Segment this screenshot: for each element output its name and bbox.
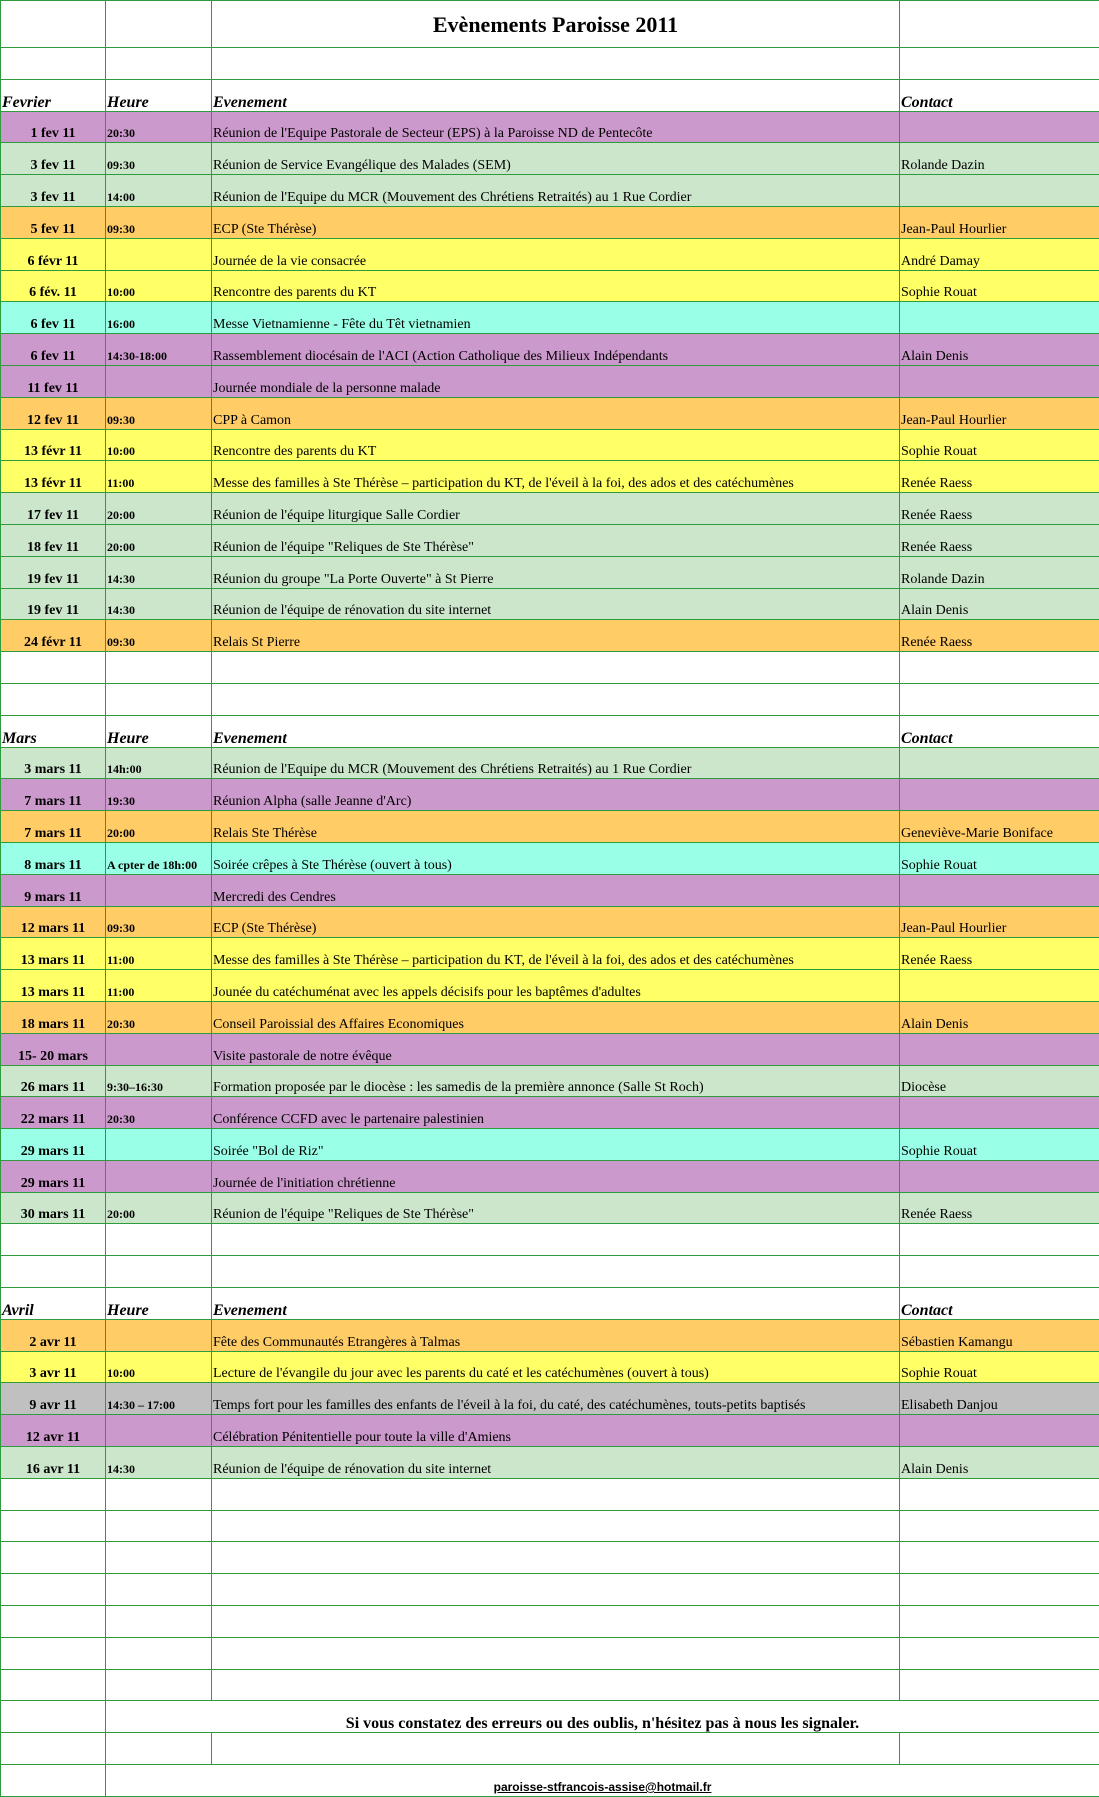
event-date: 22 mars 11 — [1, 1097, 106, 1129]
time-header: Heure — [106, 715, 212, 747]
event-date: 13 mars 11 — [1, 970, 106, 1002]
event-time: 20:30 — [106, 1001, 212, 1033]
empty-cell — [212, 1637, 900, 1669]
event-contact: André Damay — [900, 238, 1099, 270]
empty-row — [1, 1606, 1099, 1638]
event-date: 3 fev 11 — [1, 143, 106, 175]
event-row — [1, 970, 1099, 1002]
event-description: Soirée "Bol de Riz" — [212, 1129, 900, 1161]
event-contact: Sophie Rouat — [900, 1351, 1099, 1383]
event-date: 6 févr 11 — [1, 238, 106, 270]
event-description: Jounée du catéchuménat avec les appels décisifs pour les baptêmes d'adultes — [212, 970, 900, 1002]
event-row — [1, 1129, 1099, 1161]
contact-header: Contact — [900, 79, 1099, 111]
month-header: Fevrier — [1, 79, 106, 111]
event-contact — [900, 1033, 1099, 1065]
event-description: Rencontre des parents du KT — [212, 429, 900, 461]
event-time — [106, 874, 212, 906]
empty-cell — [1, 1224, 106, 1256]
event-header: Evenement — [212, 1288, 900, 1320]
event-time: 20:30 — [106, 111, 212, 143]
event-date: 19 fev 11 — [1, 556, 106, 588]
event-contact: Jean-Paul Hourlier — [900, 397, 1099, 429]
event-description: Journée de l'initiation chrétienne — [212, 1160, 900, 1192]
empty-cell — [106, 1733, 212, 1765]
time-header: Heure — [106, 79, 212, 111]
event-contact: Rolande Dazin — [900, 143, 1099, 175]
event-description: Soirée crêpes à Ste Thérèse (ouvert à tous) — [212, 842, 900, 874]
event-contact — [900, 970, 1099, 1002]
event-row — [1, 143, 1099, 175]
event-description: Relais Ste Thérèse — [212, 811, 900, 843]
event-contact: Alain Denis — [900, 588, 1099, 620]
empty-cell — [1, 1637, 106, 1669]
event-date: 9 avr 11 — [1, 1383, 106, 1415]
empty-cell — [212, 1224, 900, 1256]
empty-cell — [900, 1224, 1099, 1256]
event-description: Messe des familles à Ste Thérèse – participation du KT, de l'éveil à la foi, des ados et des catéchumènes — [212, 461, 900, 493]
event-row — [1, 1415, 1099, 1447]
event-contact: Elisabeth Danjou — [900, 1383, 1099, 1415]
event-contact: Renée Raess — [900, 1192, 1099, 1224]
empty-row — [1, 1574, 1099, 1606]
empty-cell — [106, 652, 212, 684]
event-row — [1, 747, 1099, 779]
page-title: Evènements Paroisse 2011 — [212, 1, 900, 48]
contact-header: Contact — [900, 1288, 1099, 1320]
empty-cell — [212, 1510, 900, 1542]
empty-cell — [900, 1510, 1099, 1542]
event-time: 20:00 — [106, 493, 212, 525]
event-contact: Geneviève-Marie Boniface — [900, 811, 1099, 843]
empty-cell — [106, 1256, 212, 1288]
event-date: 7 mars 11 — [1, 811, 106, 843]
event-time: 14:00 — [106, 175, 212, 207]
event-description: Journée de la vie consacrée — [212, 238, 900, 270]
event-date: 3 avr 11 — [1, 1351, 106, 1383]
empty-cell — [106, 1542, 212, 1574]
event-time: 14:30 — [106, 1447, 212, 1479]
event-date: 6 fev 11 — [1, 334, 106, 366]
event-time: 14:30 — [106, 556, 212, 588]
empty-cell — [900, 1256, 1099, 1288]
event-time: 09:30 — [106, 620, 212, 652]
empty-cell — [106, 1669, 212, 1701]
event-description: Fête des Communautés Etrangères à Talmas — [212, 1319, 900, 1351]
event-date: 5 fev 11 — [1, 206, 106, 238]
event-date: 24 févr 11 — [1, 620, 106, 652]
empty-row — [1, 1542, 1099, 1574]
event-row — [1, 1065, 1099, 1097]
event-date: 29 mars 11 — [1, 1129, 106, 1161]
event-time: 09:30 — [106, 206, 212, 238]
event-description: CPP à Camon — [212, 397, 900, 429]
empty-row — [1, 1733, 1099, 1765]
event-contact: Sophie Rouat — [900, 842, 1099, 874]
empty-cell — [900, 1669, 1099, 1701]
event-contact — [900, 365, 1099, 397]
section-header-row — [1, 1288, 1099, 1320]
event-row — [1, 461, 1099, 493]
event-contact: Renée Raess — [900, 524, 1099, 556]
empty-cell — [1, 1574, 106, 1606]
event-row — [1, 620, 1099, 652]
empty-row — [1, 1510, 1099, 1542]
event-date: 26 mars 11 — [1, 1065, 106, 1097]
event-description: Rassemblement diocésain de l'ACI (Action Catholique des Milieux Indépendants — [212, 334, 900, 366]
event-description: Réunion du groupe "La Porte Ouverte" à St Pierre — [212, 556, 900, 588]
event-contact: Renée Raess — [900, 493, 1099, 525]
empty-cell — [212, 683, 900, 715]
event-date: 11 fev 11 — [1, 365, 106, 397]
event-time: 19:30 — [106, 779, 212, 811]
time-header: Heure — [106, 1288, 212, 1320]
event-date: 6 fév. 11 — [1, 270, 106, 302]
event-row — [1, 270, 1099, 302]
event-time: 20:30 — [106, 1097, 212, 1129]
event-contact: Alain Denis — [900, 1447, 1099, 1479]
empty-cell — [1, 1478, 106, 1510]
event-date: 9 mars 11 — [1, 874, 106, 906]
event-row — [1, 365, 1099, 397]
empty-cell — [900, 1606, 1099, 1638]
empty-cell — [1, 48, 106, 80]
event-date: 17 fev 11 — [1, 493, 106, 525]
event-row — [1, 1033, 1099, 1065]
event-contact: Sébastien Kamangu — [900, 1319, 1099, 1351]
empty-cell — [900, 48, 1099, 80]
event-row — [1, 175, 1099, 207]
event-row — [1, 906, 1099, 938]
empty-cell — [900, 652, 1099, 684]
empty-cell — [212, 1606, 900, 1638]
event-contact — [900, 1097, 1099, 1129]
footer-email-row — [1, 1765, 1099, 1797]
empty-cell — [212, 1669, 900, 1701]
empty-row — [1, 1669, 1099, 1701]
event-contact — [900, 111, 1099, 143]
event-time: 10:00 — [106, 429, 212, 461]
empty-row — [1, 1224, 1099, 1256]
event-contact — [900, 1415, 1099, 1447]
event-description: Réunion de l'équipe "Reliques de Ste Thérèse" — [212, 1192, 900, 1224]
event-row — [1, 238, 1099, 270]
empty-cell — [1, 652, 106, 684]
event-description: Conférence CCFD avec le partenaire palestinien — [212, 1097, 900, 1129]
empty-row — [1, 1256, 1099, 1288]
event-description: Rencontre des parents du KT — [212, 270, 900, 302]
empty-row — [1, 1637, 1099, 1669]
event-row — [1, 874, 1099, 906]
event-time: 11:00 — [106, 970, 212, 1002]
event-row — [1, 524, 1099, 556]
empty-cell — [1, 1510, 106, 1542]
empty-cell — [900, 1637, 1099, 1669]
event-row — [1, 302, 1099, 334]
event-contact: Renée Raess — [900, 461, 1099, 493]
empty-cell — [1, 1701, 106, 1733]
event-contact — [900, 1160, 1099, 1192]
event-row — [1, 556, 1099, 588]
event-date: 18 fev 11 — [1, 524, 106, 556]
event-description: Réunion Alpha (salle Jeanne d'Arc) — [212, 779, 900, 811]
event-description: Temps fort pour les familles des enfants de l'éveil à la foi, du caté, des catéchumènes, touts-petits baptisés — [212, 1383, 900, 1415]
empty-row — [1, 1478, 1099, 1510]
event-description: Messe Vietnamienne - Fête du Têt vietnamien — [212, 302, 900, 334]
event-time: 14h:00 — [106, 747, 212, 779]
event-description: Réunion de l'équipe de rénovation du site internet — [212, 588, 900, 620]
event-date: 2 avr 11 — [1, 1319, 106, 1351]
event-row — [1, 1383, 1099, 1415]
title-row — [1, 1, 1099, 48]
event-time: 16:00 — [106, 302, 212, 334]
event-contact — [900, 175, 1099, 207]
event-row — [1, 1447, 1099, 1479]
empty-cell — [106, 1637, 212, 1669]
contact-email-link[interactable]: paroisse-stfrancois-assise@hotmail.fr — [106, 1765, 1099, 1797]
event-time: 11:00 — [106, 938, 212, 970]
event-row — [1, 397, 1099, 429]
event-description: Réunion de l'équipe liturgique Salle Cordier — [212, 493, 900, 525]
empty-cell — [900, 1574, 1099, 1606]
empty-cell — [106, 1606, 212, 1638]
event-description: Messe des familles à Ste Thérèse – participation du KT, de l'éveil à la foi, des ados et des catéchumènes — [212, 938, 900, 970]
event-description: Réunion de l'équipe de rénovation du site internet — [212, 1447, 900, 1479]
event-time: 09:30 — [106, 397, 212, 429]
event-date: 15- 20 mars — [1, 1033, 106, 1065]
event-time: 14:30 — [106, 588, 212, 620]
empty-cell — [900, 1478, 1099, 1510]
empty-cell — [212, 1478, 900, 1510]
event-time — [106, 238, 212, 270]
empty-row — [1, 683, 1099, 715]
event-row — [1, 811, 1099, 843]
empty-cell — [900, 683, 1099, 715]
event-time: 20:00 — [106, 1192, 212, 1224]
event-description: ECP (Ste Thérèse) — [212, 206, 900, 238]
event-description: Conseil Paroissial des Affaires Economiques — [212, 1001, 900, 1033]
event-contact: Diocèse — [900, 1065, 1099, 1097]
event-date: 18 mars 11 — [1, 1001, 106, 1033]
event-description: Mercredi des Cendres — [212, 874, 900, 906]
contact-header: Contact — [900, 715, 1099, 747]
event-contact: Sophie Rouat — [900, 429, 1099, 461]
empty-row — [1, 652, 1099, 684]
empty-cell — [106, 1224, 212, 1256]
event-time — [106, 1415, 212, 1447]
event-time: 14:30 – 17:00 — [106, 1383, 212, 1415]
event-date: 1 fev 11 — [1, 111, 106, 143]
event-row — [1, 842, 1099, 874]
section-header-row — [1, 79, 1099, 111]
event-description: Journée mondiale de la personne malade — [212, 365, 900, 397]
event-description: Relais St Pierre — [212, 620, 900, 652]
empty-row — [1, 48, 1099, 80]
event-row — [1, 938, 1099, 970]
event-row — [1, 206, 1099, 238]
event-description: Visite pastorale de notre évêque — [212, 1033, 900, 1065]
event-date: 12 avr 11 — [1, 1415, 106, 1447]
event-date: 7 mars 11 — [1, 779, 106, 811]
event-time — [106, 1129, 212, 1161]
event-contact: Alain Denis — [900, 1001, 1099, 1033]
event-date: 8 mars 11 — [1, 842, 106, 874]
empty-cell — [1, 1256, 106, 1288]
event-row — [1, 493, 1099, 525]
event-description: ECP (Ste Thérèse) — [212, 906, 900, 938]
event-date: 16 avr 11 — [1, 1447, 106, 1479]
event-row — [1, 334, 1099, 366]
event-row — [1, 1001, 1099, 1033]
event-description: Réunion de l'Equipe Pastorale de Secteur (EPS) à la Paroisse ND de Pentecôte — [212, 111, 900, 143]
event-description: Réunion de l'Equipe du MCR (Mouvement des Chrétiens Retraités) au 1 Rue Cordier — [212, 175, 900, 207]
event-row — [1, 1192, 1099, 1224]
event-contact: Sophie Rouat — [900, 270, 1099, 302]
event-time: 11:00 — [106, 461, 212, 493]
event-date: 3 mars 11 — [1, 747, 106, 779]
empty-cell — [1, 1765, 106, 1797]
event-row — [1, 1319, 1099, 1351]
footer-note: Si vous constatez des erreurs ou des oublis, n'hésitez pas à nous les signaler. — [106, 1701, 1099, 1733]
event-date: 3 fev 11 — [1, 175, 106, 207]
empty-cell — [900, 1733, 1099, 1765]
event-date: 6 fev 11 — [1, 302, 106, 334]
event-contact: Jean-Paul Hourlier — [900, 206, 1099, 238]
event-date: 12 mars 11 — [1, 906, 106, 938]
event-time: 10:00 — [106, 1351, 212, 1383]
event-contact: Jean-Paul Hourlier — [900, 906, 1099, 938]
empty-cell — [106, 1574, 212, 1606]
empty-cell — [212, 1574, 900, 1606]
event-contact: Sophie Rouat — [900, 1129, 1099, 1161]
event-time — [106, 1319, 212, 1351]
event-description: Lecture de l'évangile du jour avec les parents du caté et les catéchumènes (ouvert à tous) — [212, 1351, 900, 1383]
event-row — [1, 779, 1099, 811]
event-row — [1, 1351, 1099, 1383]
footer-note-row — [1, 1701, 1099, 1733]
event-date: 19 fev 11 — [1, 588, 106, 620]
event-row — [1, 111, 1099, 143]
event-description: Réunion de l'Equipe du MCR (Mouvement des Chrétiens Retraités) au 1 Rue Cordier — [212, 747, 900, 779]
event-time: 20:00 — [106, 811, 212, 843]
empty-cell — [1, 1606, 106, 1638]
event-contact — [900, 874, 1099, 906]
event-time — [106, 1033, 212, 1065]
event-description: Réunion de Service Evangélique des Malades (SEM) — [212, 143, 900, 175]
empty-cell — [900, 1542, 1099, 1574]
empty-cell — [1, 683, 106, 715]
empty-cell — [106, 48, 212, 80]
event-date: 13 mars 11 — [1, 938, 106, 970]
empty-cell — [1, 1542, 106, 1574]
event-contact: Rolande Dazin — [900, 556, 1099, 588]
empty-cell — [212, 1733, 900, 1765]
event-time — [106, 1160, 212, 1192]
event-row — [1, 429, 1099, 461]
month-header: Avril — [1, 1288, 106, 1320]
event-time: 20:00 — [106, 524, 212, 556]
section-header-row — [1, 715, 1099, 747]
event-date: 30 mars 11 — [1, 1192, 106, 1224]
event-time: 9:30–16:30 — [106, 1065, 212, 1097]
empty-cell — [1, 1669, 106, 1701]
empty-cell — [212, 1542, 900, 1574]
empty-cell — [106, 1478, 212, 1510]
event-contact: Renée Raess — [900, 938, 1099, 970]
empty-cell — [212, 1256, 900, 1288]
event-date: 13 févr 11 — [1, 429, 106, 461]
event-date: 13 févr 11 — [1, 461, 106, 493]
event-date: 29 mars 11 — [1, 1160, 106, 1192]
event-header: Evenement — [212, 79, 900, 111]
event-description: Célébration Pénitentielle pour toute la ville d'Amiens — [212, 1415, 900, 1447]
spreadsheet-body — [1, 1, 1099, 1797]
event-time: A cpter de 18h:00 — [106, 842, 212, 874]
event-row — [1, 1160, 1099, 1192]
event-contact — [900, 302, 1099, 334]
month-header: Mars — [1, 715, 106, 747]
event-time: 09:30 — [106, 143, 212, 175]
event-row — [1, 588, 1099, 620]
empty-cell — [212, 48, 900, 80]
event-row — [1, 1097, 1099, 1129]
empty-cell — [1, 1733, 106, 1765]
event-header: Evenement — [212, 715, 900, 747]
event-description: Réunion de l'équipe "Reliques de Ste Thérèse" — [212, 524, 900, 556]
event-contact: Alain Denis — [900, 334, 1099, 366]
event-contact: Renée Raess — [900, 620, 1099, 652]
event-time: 14:30-18:00 — [106, 334, 212, 366]
event-time: 10:00 — [106, 270, 212, 302]
event-contact — [900, 779, 1099, 811]
empty-cell — [106, 683, 212, 715]
empty-cell — [212, 652, 900, 684]
event-date: 12 fev 11 — [1, 397, 106, 429]
event-time — [106, 365, 212, 397]
event-description: Formation proposée par le diocèse : les samedis de la première annonce (Salle St Roch) — [212, 1065, 900, 1097]
event-contact — [900, 747, 1099, 779]
empty-cell — [106, 1510, 212, 1542]
event-time: 09:30 — [106, 906, 212, 938]
